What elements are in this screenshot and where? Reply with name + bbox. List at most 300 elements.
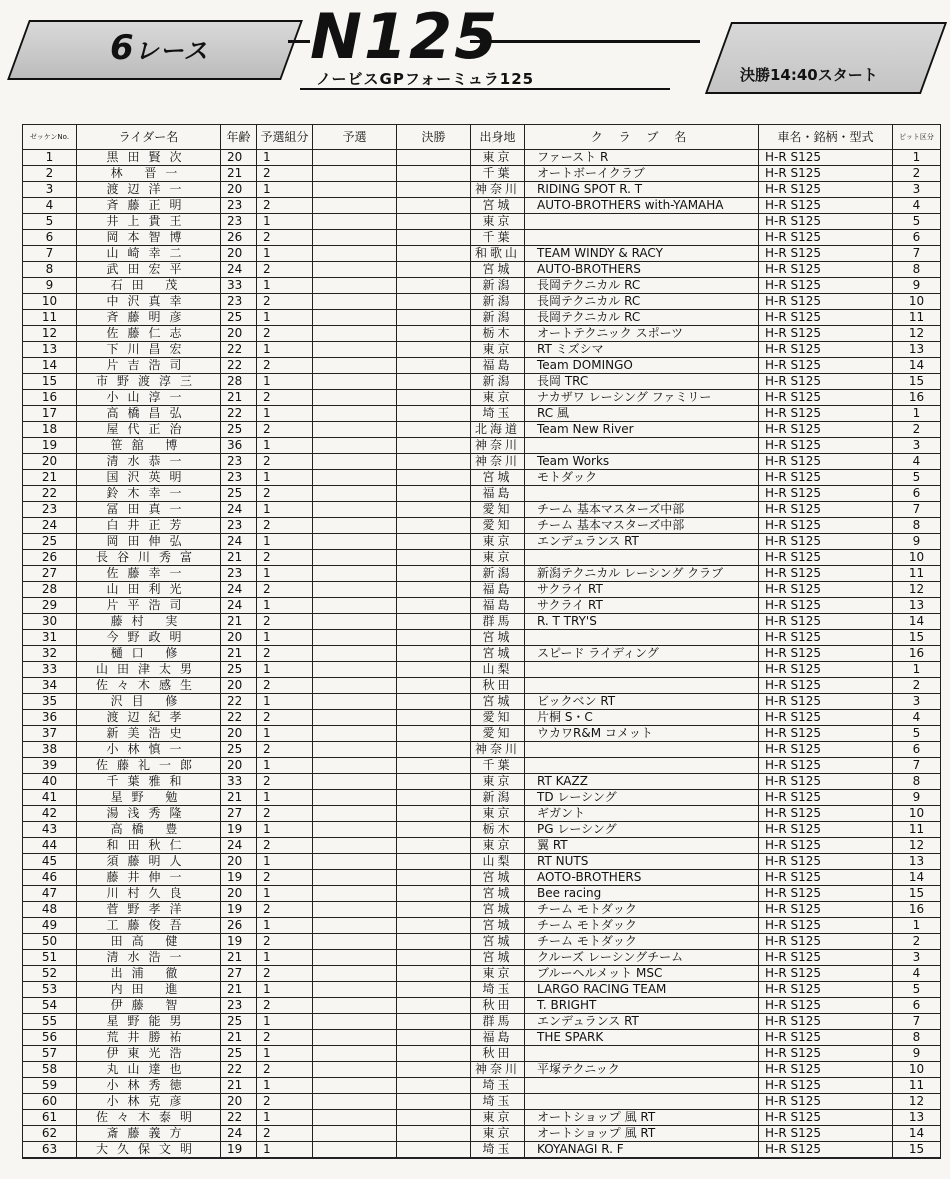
- cell-rider-name: 清水恭一: [77, 454, 221, 470]
- cell-origin: 埼玉: [471, 406, 525, 422]
- cell-origin: 東京: [471, 342, 525, 358]
- cell-car: H-R S125: [759, 342, 893, 358]
- cell-age: 22: [221, 358, 257, 374]
- cell-group: 2: [257, 1062, 313, 1078]
- table-row: [23, 1126, 941, 1142]
- table-row: [23, 614, 941, 630]
- cell-group: 1: [257, 438, 313, 454]
- cell-number: 23: [23, 502, 77, 518]
- cell-pit: 14: [893, 614, 941, 630]
- table-row: [23, 438, 941, 454]
- cell-pit: 1: [893, 406, 941, 422]
- cell-car: H-R S125: [759, 1142, 893, 1159]
- cell-number: 51: [23, 950, 77, 966]
- cell-qualifying: [313, 534, 397, 550]
- cell-car: H-R S125: [759, 566, 893, 582]
- cell-qualifying: [313, 902, 397, 918]
- cell-club: サクライ RT: [525, 598, 759, 614]
- cell-number: 43: [23, 822, 77, 838]
- cell-club: [525, 230, 759, 246]
- cell-club: [525, 438, 759, 454]
- cell-pit: 10: [893, 806, 941, 822]
- cell-qualifying: [313, 1030, 397, 1046]
- cell-car: H-R S125: [759, 438, 893, 454]
- cell-qualifying: [313, 502, 397, 518]
- cell-number: 24: [23, 518, 77, 534]
- cell-final: [397, 566, 471, 582]
- cell-number: 14: [23, 358, 77, 374]
- cell-qualifying: [313, 310, 397, 326]
- cell-pit: 9: [893, 278, 941, 294]
- cell-origin: 千葉: [471, 230, 525, 246]
- cell-number: 7: [23, 246, 77, 262]
- cell-final: [397, 646, 471, 662]
- cell-club: クルーズ レーシングチーム: [525, 950, 759, 966]
- cell-origin: 神奈川: [471, 438, 525, 454]
- cell-age: 21: [221, 1078, 257, 1094]
- table-row: [23, 582, 941, 598]
- cell-number: 41: [23, 790, 77, 806]
- table-row: [23, 726, 941, 742]
- cell-age: 21: [221, 646, 257, 662]
- cell-origin: 群馬: [471, 614, 525, 630]
- cell-pit: 11: [893, 310, 941, 326]
- cell-club: 長岡 TRC: [525, 374, 759, 390]
- table-row: [23, 1094, 941, 1110]
- cell-group: 2: [257, 774, 313, 790]
- cell-rider-name: 渡辺洋一: [77, 182, 221, 198]
- cell-final: [397, 374, 471, 390]
- cell-qualifying: [313, 982, 397, 998]
- cell-club: [525, 214, 759, 230]
- cell-final: [397, 854, 471, 870]
- table-row: [23, 1110, 941, 1126]
- table-row: [23, 934, 941, 950]
- cell-qualifying: [313, 230, 397, 246]
- cell-pit: 6: [893, 230, 941, 246]
- cell-club: Team Works: [525, 454, 759, 470]
- cell-number: 28: [23, 582, 77, 598]
- cell-age: 20: [221, 150, 257, 166]
- cell-rider-name: 須藤明人: [77, 854, 221, 870]
- cell-group: 1: [257, 1046, 313, 1062]
- table-row: [23, 774, 941, 790]
- cell-qualifying: [313, 246, 397, 262]
- cell-group: 2: [257, 902, 313, 918]
- cell-qualifying: [313, 710, 397, 726]
- cell-club: 長岡テクニカル RC: [525, 310, 759, 326]
- table-row: [23, 886, 941, 902]
- cell-final: [397, 598, 471, 614]
- cell-number: 35: [23, 694, 77, 710]
- cell-number: 29: [23, 598, 77, 614]
- cell-qualifying: [313, 822, 397, 838]
- cell-age: 28: [221, 374, 257, 390]
- cell-rider-name: 片平浩司: [77, 598, 221, 614]
- cell-club: 翼 RT: [525, 838, 759, 854]
- cell-pit: 13: [893, 342, 941, 358]
- cell-group: 1: [257, 598, 313, 614]
- cell-origin: 福島: [471, 486, 525, 502]
- cell-group: 1: [257, 150, 313, 166]
- cell-final: [397, 310, 471, 326]
- cell-car: H-R S125: [759, 1126, 893, 1142]
- cell-qualifying: [313, 598, 397, 614]
- cell-age: 25: [221, 742, 257, 758]
- cell-final: [397, 726, 471, 742]
- cell-final: [397, 950, 471, 966]
- cell-group: 2: [257, 422, 313, 438]
- cell-rider-name: 井上貴王: [77, 214, 221, 230]
- cell-number: 38: [23, 742, 77, 758]
- cell-car: H-R S125: [759, 902, 893, 918]
- cell-qualifying: [313, 614, 397, 630]
- cell-final: [397, 838, 471, 854]
- table-row: [23, 518, 941, 534]
- cell-rider-name: 斎藤義方: [77, 1126, 221, 1142]
- cell-origin: 東京: [471, 806, 525, 822]
- cell-group: 2: [257, 486, 313, 502]
- cell-group: 1: [257, 278, 313, 294]
- class-subtitle: ノービスGPフォーミュラ125: [316, 70, 535, 88]
- cell-pit: 6: [893, 486, 941, 502]
- cell-club: ファースト R: [525, 150, 759, 166]
- table-row: [23, 358, 941, 374]
- cell-final: [397, 262, 471, 278]
- cell-club: チーム モトダック: [525, 918, 759, 934]
- cell-final: [397, 742, 471, 758]
- cell-age: 20: [221, 678, 257, 694]
- cell-number: 25: [23, 534, 77, 550]
- cell-rider-name: 新美浩史: [77, 726, 221, 742]
- cell-club: エンデュランス RT: [525, 534, 759, 550]
- cell-rider-name: 岡本智博: [77, 230, 221, 246]
- cell-origin: 宮城: [471, 262, 525, 278]
- cell-age: 20: [221, 630, 257, 646]
- cell-age: 23: [221, 214, 257, 230]
- table-row: [23, 326, 941, 342]
- cell-car: H-R S125: [759, 182, 893, 198]
- cell-final: [397, 822, 471, 838]
- cell-age: 21: [221, 550, 257, 566]
- cell-car: H-R S125: [759, 774, 893, 790]
- cell-pit: 16: [893, 902, 941, 918]
- table-row: [23, 1014, 941, 1030]
- cell-final: [397, 918, 471, 934]
- cell-number: 40: [23, 774, 77, 790]
- cell-number: 15: [23, 374, 77, 390]
- cell-pit: 2: [893, 166, 941, 182]
- cell-final: [397, 934, 471, 950]
- cell-pit: 16: [893, 390, 941, 406]
- cell-rider-name: 斉藤正明: [77, 198, 221, 214]
- cell-number: 16: [23, 390, 77, 406]
- cell-origin: 栃木: [471, 822, 525, 838]
- cell-car: H-R S125: [759, 614, 893, 630]
- cell-rider-name: 藤井伸一: [77, 870, 221, 886]
- cell-pit: 6: [893, 998, 941, 1014]
- cell-origin: 千葉: [471, 166, 525, 182]
- cell-club: PG レーシング: [525, 822, 759, 838]
- cell-rider-name: 湯浅秀隆: [77, 806, 221, 822]
- cell-club: TEAM WINDY & RACY: [525, 246, 759, 262]
- cell-age: 36: [221, 438, 257, 454]
- cell-group: 1: [257, 982, 313, 998]
- cell-car: H-R S125: [759, 838, 893, 854]
- cell-final: [397, 326, 471, 342]
- cell-group: 1: [257, 1142, 313, 1159]
- cell-qualifying: [313, 694, 397, 710]
- cell-number: 48: [23, 902, 77, 918]
- cell-age: 22: [221, 694, 257, 710]
- cell-car: H-R S125: [759, 806, 893, 822]
- cell-origin: 山梨: [471, 854, 525, 870]
- cell-qualifying: [313, 182, 397, 198]
- cell-number: 60: [23, 1094, 77, 1110]
- table-row: [23, 646, 941, 662]
- cell-car: H-R S125: [759, 470, 893, 486]
- cell-rider-name: 長谷川秀富: [77, 550, 221, 566]
- cell-origin: 福島: [471, 582, 525, 598]
- cell-final: [397, 294, 471, 310]
- cell-age: 19: [221, 822, 257, 838]
- cell-pit: 5: [893, 214, 941, 230]
- cell-origin: 新潟: [471, 310, 525, 326]
- cell-age: 19: [221, 934, 257, 950]
- cell-group: 2: [257, 742, 313, 758]
- cell-qualifying: [313, 934, 397, 950]
- cell-final: [397, 678, 471, 694]
- cell-pit: 13: [893, 1110, 941, 1126]
- cell-rider-name: 小林克彦: [77, 1094, 221, 1110]
- cell-origin: 東京: [471, 534, 525, 550]
- cell-club: 平塚テクニック: [525, 1062, 759, 1078]
- cell-club: KOYANAGI R. F: [525, 1142, 759, 1159]
- cell-age: 20: [221, 1094, 257, 1110]
- cell-pit: 2: [893, 678, 941, 694]
- cell-age: 22: [221, 1110, 257, 1126]
- cell-pit: 8: [893, 774, 941, 790]
- cell-car: H-R S125: [759, 150, 893, 166]
- cell-group: 2: [257, 230, 313, 246]
- table-row: [23, 790, 941, 806]
- cell-pit: 7: [893, 246, 941, 262]
- col-header-origin: 出身地: [471, 125, 525, 150]
- cell-origin: 埼玉: [471, 982, 525, 998]
- cell-pit: 8: [893, 262, 941, 278]
- cell-pit: 13: [893, 854, 941, 870]
- table-row: [23, 966, 941, 982]
- cell-final: [397, 214, 471, 230]
- table-row: [23, 1062, 941, 1078]
- cell-group: 1: [257, 342, 313, 358]
- cell-age: 27: [221, 806, 257, 822]
- cell-number: 50: [23, 934, 77, 950]
- cell-club: RC 風: [525, 406, 759, 422]
- cell-rider-name: 丸山達也: [77, 1062, 221, 1078]
- table-row: [23, 310, 941, 326]
- cell-final: [397, 1062, 471, 1078]
- cell-car: H-R S125: [759, 726, 893, 742]
- cell-number: 37: [23, 726, 77, 742]
- cell-age: 21: [221, 614, 257, 630]
- cell-origin: 宮城: [471, 950, 525, 966]
- cell-pit: 15: [893, 374, 941, 390]
- cell-rider-name: 伊藤 智: [77, 998, 221, 1014]
- cell-final: [397, 1126, 471, 1142]
- table-row: [23, 566, 941, 582]
- cell-car: H-R S125: [759, 406, 893, 422]
- cell-qualifying: [313, 950, 397, 966]
- cell-origin: 新潟: [471, 790, 525, 806]
- table-row: [23, 806, 941, 822]
- cell-number: 17: [23, 406, 77, 422]
- cell-rider-name: 樋口 修: [77, 646, 221, 662]
- cell-final: [397, 902, 471, 918]
- cell-group: 1: [257, 886, 313, 902]
- cell-car: H-R S125: [759, 422, 893, 438]
- cell-final: [397, 150, 471, 166]
- cell-number: 18: [23, 422, 77, 438]
- table-row: [23, 374, 941, 390]
- cell-origin: 新潟: [471, 294, 525, 310]
- col-header-pit: ピット区分: [893, 125, 941, 150]
- cell-club: [525, 1046, 759, 1062]
- cell-number: 27: [23, 566, 77, 582]
- cell-age: 24: [221, 534, 257, 550]
- cell-origin: 宮城: [471, 934, 525, 950]
- cell-car: H-R S125: [759, 646, 893, 662]
- table-row: [23, 870, 941, 886]
- cell-qualifying: [313, 550, 397, 566]
- cell-origin: 神奈川: [471, 182, 525, 198]
- cell-club: オートショップ 風 RT: [525, 1110, 759, 1126]
- cell-club: [525, 1078, 759, 1094]
- cell-origin: 東京: [471, 838, 525, 854]
- cell-car: H-R S125: [759, 854, 893, 870]
- cell-age: 23: [221, 454, 257, 470]
- cell-origin: 埼玉: [471, 1094, 525, 1110]
- cell-club: RT KAZZ: [525, 774, 759, 790]
- cell-age: 19: [221, 1142, 257, 1159]
- cell-car: H-R S125: [759, 1094, 893, 1110]
- cell-group: 1: [257, 534, 313, 550]
- cell-club: サクライ RT: [525, 582, 759, 598]
- cell-pit: 1: [893, 918, 941, 934]
- cell-car: H-R S125: [759, 886, 893, 902]
- table-row: [23, 902, 941, 918]
- cell-number: 39: [23, 758, 77, 774]
- cell-car: H-R S125: [759, 390, 893, 406]
- cell-pit: 4: [893, 710, 941, 726]
- cell-origin: 神奈川: [471, 742, 525, 758]
- cell-club: オートボーイクラブ: [525, 166, 759, 182]
- table-row: [23, 710, 941, 726]
- cell-car: H-R S125: [759, 918, 893, 934]
- cell-group: 2: [257, 870, 313, 886]
- cell-group: 1: [257, 566, 313, 582]
- cell-rider-name: 佐藤礼一郎: [77, 758, 221, 774]
- cell-pit: 4: [893, 198, 941, 214]
- cell-pit: 5: [893, 726, 941, 742]
- cell-origin: 新潟: [471, 566, 525, 582]
- cell-pit: 1: [893, 662, 941, 678]
- cell-club: Bee racing: [525, 886, 759, 902]
- cell-car: H-R S125: [759, 230, 893, 246]
- cell-pit: 12: [893, 838, 941, 854]
- table-row: [23, 630, 941, 646]
- table-row: [23, 502, 941, 518]
- cell-age: 20: [221, 182, 257, 198]
- cell-origin: 新潟: [471, 374, 525, 390]
- cell-club: スピード ライディング: [525, 646, 759, 662]
- cell-age: 24: [221, 598, 257, 614]
- cell-number: 13: [23, 342, 77, 358]
- cell-qualifying: [313, 342, 397, 358]
- cell-age: 20: [221, 758, 257, 774]
- cell-car: H-R S125: [759, 678, 893, 694]
- cell-club: LARGO RACING TEAM: [525, 982, 759, 998]
- cell-origin: 山梨: [471, 662, 525, 678]
- cell-origin: 神奈川: [471, 1062, 525, 1078]
- cell-origin: 秋田: [471, 998, 525, 1014]
- cell-age: 22: [221, 342, 257, 358]
- cell-qualifying: [313, 1094, 397, 1110]
- cell-number: 58: [23, 1062, 77, 1078]
- col-header-group: 予選組分: [257, 125, 313, 150]
- cell-group: 2: [257, 614, 313, 630]
- cell-club: [525, 758, 759, 774]
- cell-club: チーム 基本マスターズ中部: [525, 502, 759, 518]
- cell-number: 3: [23, 182, 77, 198]
- cell-rider-name: 市野渡淳三: [77, 374, 221, 390]
- cell-rider-name: 屋代正治: [77, 422, 221, 438]
- cell-group: 2: [257, 1030, 313, 1046]
- cell-rider-name: 沢目 修: [77, 694, 221, 710]
- cell-group: 2: [257, 934, 313, 950]
- cell-age: 20: [221, 326, 257, 342]
- cell-pit: 3: [893, 694, 941, 710]
- cell-number: 1: [23, 150, 77, 166]
- cell-final: [397, 358, 471, 374]
- cell-age: 25: [221, 486, 257, 502]
- cell-final: [397, 966, 471, 982]
- cell-final: [397, 278, 471, 294]
- table-row: [23, 1046, 941, 1062]
- cell-group: 2: [257, 326, 313, 342]
- cell-origin: 群馬: [471, 1014, 525, 1030]
- cell-final: [397, 998, 471, 1014]
- cell-group: 2: [257, 454, 313, 470]
- cell-origin: 宮城: [471, 198, 525, 214]
- cell-age: 21: [221, 982, 257, 998]
- table-row: [23, 1078, 941, 1094]
- cell-pit: 5: [893, 982, 941, 998]
- cell-group: 2: [257, 390, 313, 406]
- cell-pit: 14: [893, 358, 941, 374]
- cell-car: H-R S125: [759, 214, 893, 230]
- cell-club: TD レーシング: [525, 790, 759, 806]
- cell-number: 26: [23, 550, 77, 566]
- cell-pit: 11: [893, 822, 941, 838]
- table-row: [23, 422, 941, 438]
- cell-origin: 東京: [471, 966, 525, 982]
- cell-rider-name: 山崎幸二: [77, 246, 221, 262]
- cell-pit: 4: [893, 966, 941, 982]
- cell-group: 1: [257, 1014, 313, 1030]
- cell-origin: 和歌山: [471, 246, 525, 262]
- cell-final: [397, 614, 471, 630]
